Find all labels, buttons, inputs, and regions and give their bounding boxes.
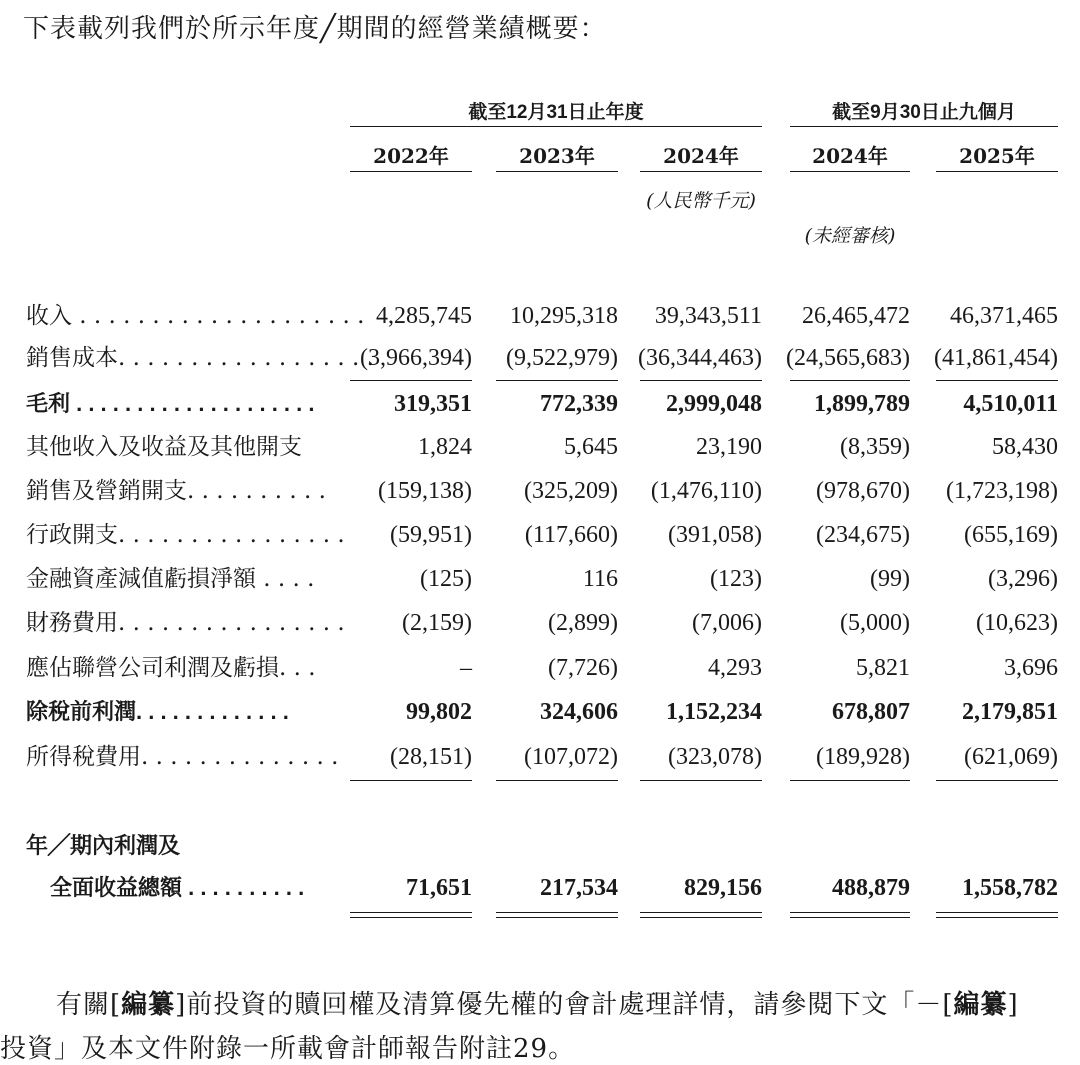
- row-label: 應佔聯營公司利潤及虧損. . .: [26, 655, 316, 681]
- row-label: 財務費用. . . . . . . . . . . . . . . .: [26, 610, 345, 636]
- subtotal-rule: [936, 380, 1058, 381]
- cell-value: (234,675): [816, 522, 910, 548]
- subtotal-rule: [496, 380, 618, 381]
- cell-value: (24,565,683): [786, 345, 910, 371]
- total-double-rule: [350, 912, 472, 918]
- subtotal-rule: [350, 380, 472, 381]
- cell-value: 319,351: [394, 391, 472, 417]
- footnote-part2: ]前投資的贖回權及清算優先權的會計處理詳情，請參閱下文「－[: [175, 990, 954, 1020]
- cell-value: (323,078): [668, 744, 762, 770]
- table-row: [0, 515, 1080, 555]
- cell-value: 1,899,789: [814, 391, 910, 417]
- footnote-line2: 投資」及本文件附錄一所載會計師報告附註29。: [0, 1034, 576, 1064]
- total-value: 488,879: [832, 875, 910, 901]
- cell-value: 39,343,511: [654, 303, 762, 329]
- year-header: 2022年: [373, 144, 449, 168]
- cell-value: (3,296): [988, 566, 1058, 592]
- year-header: 2023年: [519, 144, 595, 168]
- cell-value: (59,951): [390, 522, 472, 548]
- cell-value: 678,807: [832, 699, 910, 725]
- table-row: [0, 338, 1080, 378]
- cell-value: 23,190: [696, 434, 762, 460]
- total-double-rule: [640, 912, 762, 918]
- total-value: 217,534: [540, 875, 618, 901]
- cell-value: (391,058): [668, 522, 762, 548]
- footnote-redacted-2: 編纂: [953, 989, 1008, 1019]
- cell-value: (978,670): [816, 478, 910, 504]
- row-label: 金融資產減值虧損淨額 . . . .: [26, 566, 315, 592]
- row-label: 收入 . . . . . . . . . . . . . . . . . . . .: [26, 303, 365, 329]
- cell-value: (117,660): [524, 522, 618, 548]
- cell-value: (2,899): [548, 610, 618, 636]
- table-row: [0, 737, 1080, 777]
- total-row: [0, 868, 1080, 908]
- footnote-part3: ]: [1007, 990, 1019, 1020]
- cell-value: 2,999,048: [666, 391, 762, 417]
- row-label: 銷售成本. . . . . . . . . . . . . . . . . .: [26, 345, 374, 371]
- footnote: [56, 984, 1019, 1021]
- table-row: [0, 559, 1080, 599]
- cell-value: (5,000): [840, 610, 910, 636]
- cell-value: 10,295,318: [510, 303, 618, 329]
- year-header-rule: [496, 171, 618, 172]
- total-value: 1,558,782: [962, 875, 1058, 901]
- year-header-rule: [936, 171, 1058, 172]
- cell-value: (7,006): [692, 610, 762, 636]
- cell-value: 5,645: [564, 434, 618, 460]
- table-row: [0, 603, 1080, 643]
- cell-value: (3,966,394): [360, 345, 472, 371]
- cell-value: (28,151): [390, 744, 472, 770]
- cell-value: (123): [710, 566, 762, 592]
- unaudited-label: (未經審核): [804, 225, 896, 247]
- cell-value: (99): [870, 566, 910, 592]
- year-header: 2024年: [812, 144, 888, 168]
- subtotal-rule: [936, 780, 1058, 781]
- cell-value: 1,152,234: [666, 699, 762, 725]
- total-double-rule: [936, 912, 1058, 918]
- cell-value: (189,928): [816, 744, 910, 770]
- row-label: 銷售及營銷開支. . . . . . . . . .: [26, 478, 326, 504]
- cell-value: –: [460, 655, 472, 681]
- row-label: 除稅前利潤. . . . . . . . . . . . .: [26, 699, 289, 724]
- cell-value: 3,696: [1004, 655, 1058, 681]
- cell-value: 1,824: [418, 434, 472, 460]
- total-double-rule: [790, 912, 910, 918]
- year-header-rule: [350, 171, 472, 172]
- subtotal-rule: [496, 780, 618, 781]
- year-header: 2025年: [959, 144, 1035, 168]
- cell-value: 4,285,745: [376, 303, 472, 329]
- table-row: [0, 692, 1080, 732]
- table-row: [0, 648, 1080, 688]
- cell-value: 58,430: [992, 434, 1058, 460]
- year-header-rule: [790, 171, 910, 172]
- cell-value: 5,821: [856, 655, 910, 681]
- cell-value: (36,344,463): [638, 345, 762, 371]
- cell-value: 116: [582, 566, 618, 592]
- subtotal-rule: [640, 780, 762, 781]
- cell-value: (9,522,979): [506, 345, 618, 371]
- intro-text: 下表載列我們於所示年度╱期間的經營業績概要：: [23, 14, 607, 44]
- cell-value: (7,726): [548, 655, 618, 681]
- cell-value: 26,465,472: [802, 303, 910, 329]
- row-label: 其他收入及收益及其他開支: [26, 434, 302, 460]
- total-label-line1: 年╱期內利潤及: [26, 833, 181, 858]
- total-value: 829,156: [684, 875, 762, 901]
- footnote-redacted-1: 編纂: [121, 989, 176, 1019]
- cell-value: 46,371,465: [950, 303, 1058, 329]
- cell-value: (325,209): [524, 478, 618, 504]
- cell-value: (655,169): [964, 522, 1058, 548]
- cell-value: 4,510,011: [963, 391, 1058, 417]
- cell-value: (8,359): [840, 434, 910, 460]
- table-row: [0, 384, 1080, 424]
- cell-value: (107,072): [524, 744, 618, 770]
- cell-value: (1,723,198): [946, 478, 1058, 504]
- footnote-part1: 有關[: [56, 990, 122, 1020]
- cell-value: 2,179,851: [962, 699, 1058, 725]
- group-header-nine-months: 截至9月30日止九個月: [832, 102, 1016, 123]
- unit-label: (人民幣千元): [646, 190, 756, 212]
- group-header-nine-months-rule: [790, 126, 1058, 127]
- table-row: [0, 471, 1080, 511]
- year-header: 2024年: [663, 144, 739, 168]
- group-header-full-year: 截至12月31日止年度: [468, 102, 644, 123]
- cell-value: (1,476,110): [650, 478, 762, 504]
- total-value: 71,651: [406, 875, 472, 901]
- total-label-line2: 全面收益總額 . . . . . . . . . .: [50, 875, 305, 900]
- row-label: 所得稅費用. . . . . . . . . . . . . .: [26, 744, 339, 770]
- cell-value: (41,861,454): [934, 345, 1058, 371]
- row-label: 行政開支. . . . . . . . . . . . . . . .: [26, 522, 345, 548]
- cell-value: (10,623): [976, 610, 1058, 636]
- cell-value: (159,138): [378, 478, 472, 504]
- total-double-rule: [496, 912, 618, 918]
- row-label: 毛利 . . . . . . . . . . . . . . . . . . . .: [26, 391, 315, 416]
- subtotal-rule: [790, 780, 910, 781]
- cell-value: 324,606: [540, 699, 618, 725]
- subtotal-rule: [640, 380, 762, 381]
- table-row: [0, 296, 1080, 336]
- cell-value: 4,293: [708, 655, 762, 681]
- year-header-rule: [640, 171, 762, 172]
- cell-value: (2,159): [402, 610, 472, 636]
- total-row-label1: [0, 826, 1080, 866]
- group-header-full-year-rule: [350, 126, 762, 127]
- subtotal-rule: [790, 380, 910, 381]
- cell-value: 772,339: [540, 391, 618, 417]
- cell-value: 99,802: [406, 699, 472, 725]
- table-row: [0, 427, 1080, 467]
- subtotal-rule: [350, 780, 472, 781]
- cell-value: (125): [420, 566, 472, 592]
- cell-value: (621,069): [964, 744, 1058, 770]
